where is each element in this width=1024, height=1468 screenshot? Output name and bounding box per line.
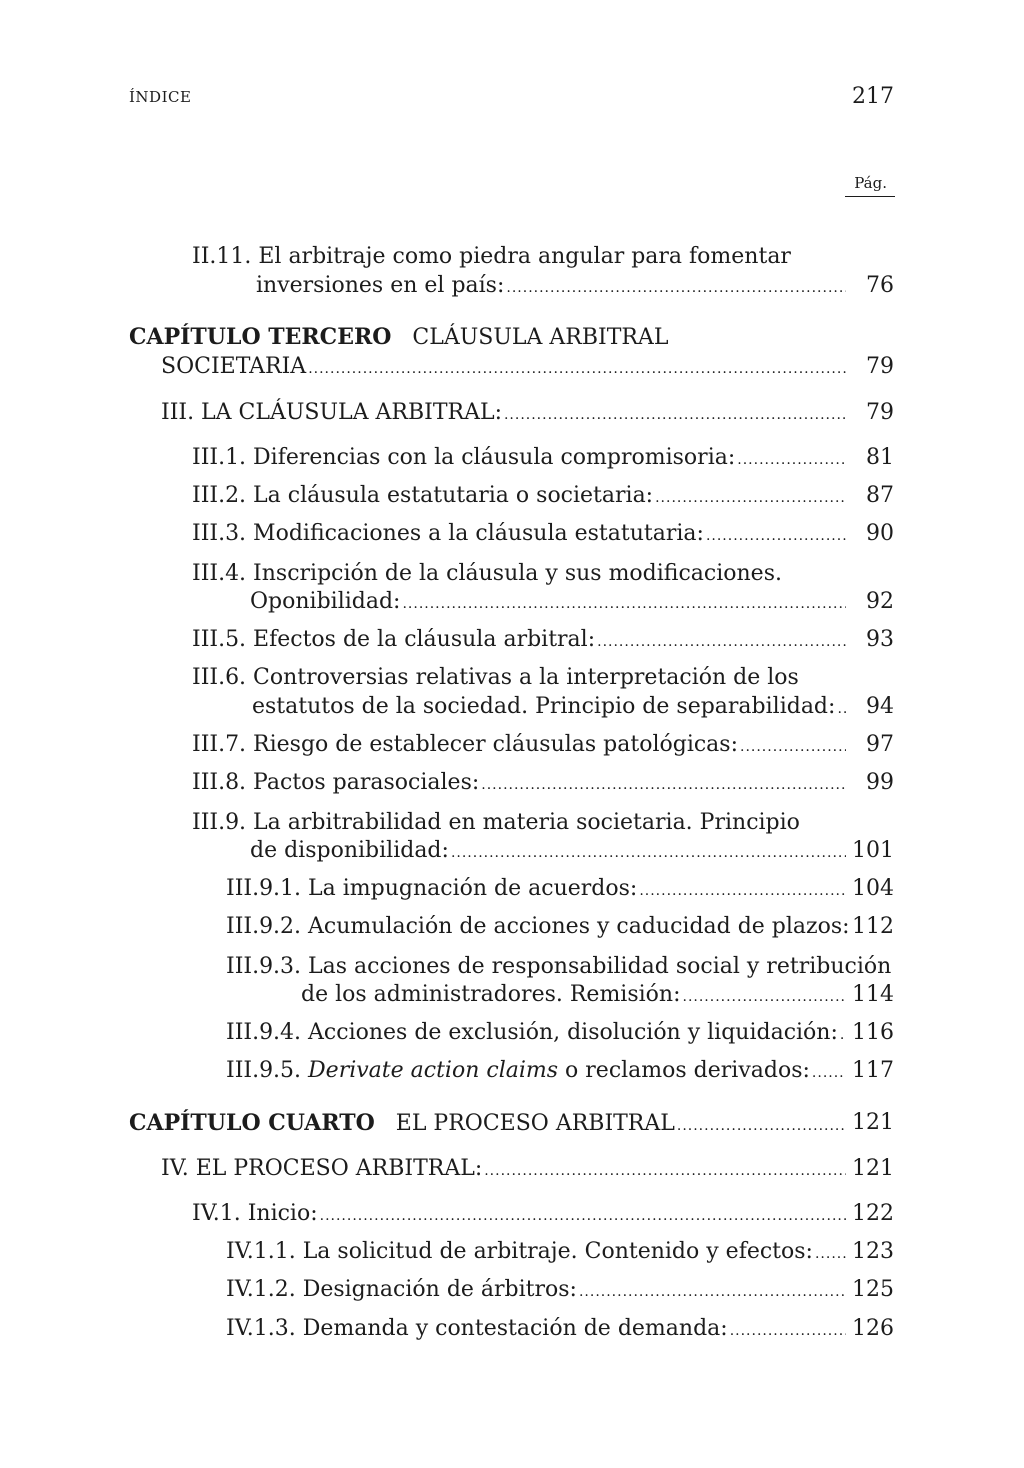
chapter-title: EL PROCESO ARBITRAL: [395, 1111, 675, 1136]
toc-entry-continuation: Oponibilidad: .....: [250, 587, 846, 619]
toc-page-number: 126: [852, 1316, 894, 1341]
dot-leader: [400, 589, 846, 619]
toc-page-number: 121: [852, 1156, 894, 1181]
dot-leader: [449, 838, 846, 868]
chapter-label: CAPÍTULO CUARTO: [129, 1110, 375, 1136]
dot-leader: [813, 1239, 846, 1269]
dot-leader: [502, 400, 846, 430]
toc-page-number: 101: [852, 838, 894, 863]
toc-entry-title: III.5. Efectos de la cláusula arbitral: .....: [192, 625, 846, 657]
toc-page-number: 114: [852, 982, 894, 1007]
toc-entry-title: III.8. Pactos parasociales: .....: [192, 768, 846, 800]
dot-leader: [637, 876, 846, 906]
toc-page-number: 81: [866, 445, 894, 470]
toc-entry-title: IV.1. Inicio: .....: [192, 1199, 846, 1231]
toc-entry-title: III.7. Riesgo de establecer cláusulas patológicas: .....: [192, 730, 846, 762]
toc-entry-title: IV. EL PROCESO ARBITRAL: .....: [161, 1154, 846, 1186]
dot-leader: [810, 1058, 846, 1088]
toc-entry-title: III.1. Diferencias con la cláusula compromisoria: .....: [192, 443, 846, 475]
dot-leader: [704, 521, 846, 551]
toc-page-number: 87: [866, 483, 894, 508]
toc-entry-title: IV.1.1. La solicitud de arbitraje. Contenido y efectos: .....: [226, 1237, 846, 1269]
toc-entry-title: III.9.4. Acciones de exclusión, disolución y liquidación: .....: [226, 1018, 846, 1050]
dot-leader: [735, 445, 846, 475]
dot-leader: [504, 273, 846, 303]
toc-entry-continuation: de los administradores. Remisión: .....: [301, 980, 846, 1012]
chapter-title: CLÁUSULA ARBITRAL: [412, 325, 669, 350]
toc-page-number: 125: [852, 1277, 894, 1302]
page-column-rule: [845, 196, 895, 197]
toc-entry-continuation: de disponibilidad: .....: [250, 836, 846, 868]
toc-entry-title: III.9.5. Derivate action claims o reclamos derivados: .....: [226, 1056, 846, 1088]
toc-page-number: 79: [866, 400, 894, 425]
dot-leader: [318, 1201, 846, 1231]
dot-leader: [595, 627, 846, 657]
toc-entry-title: III.9.3. Las acciones de responsabilidad social y retribución: [226, 954, 892, 979]
dot-leader: [306, 354, 846, 384]
toc-page-number: 123: [852, 1239, 894, 1264]
toc-entry-title: III.3. Modificaciones a la cláusula estatutaria: .....: [192, 519, 846, 551]
toc-entry-title: III. LA CLÁUSULA ARBITRAL: .....: [161, 398, 846, 430]
toc-page-number: 116: [852, 1020, 894, 1045]
dot-leader: [482, 1156, 846, 1186]
toc-page-number: 121: [852, 1110, 894, 1135]
dot-leader: [675, 1111, 846, 1141]
toc-page-number: 122: [852, 1201, 894, 1226]
running-header-page-number: 217: [852, 84, 894, 109]
toc-entry-title: II.11. El arbitraje como piedra angular para fomentar: [192, 244, 791, 269]
toc-page-number: 94: [866, 694, 894, 719]
dot-leader: [577, 1277, 846, 1307]
dot-leader: [738, 732, 846, 762]
toc-page-number: 117: [852, 1058, 894, 1083]
toc-entry-title: III.2. La cláusula estatutaria o societaria: .....: [192, 481, 846, 513]
toc-page-number: 79: [866, 354, 894, 379]
toc-page-number: 97: [866, 732, 894, 757]
dot-leader: [728, 1316, 846, 1346]
toc-page-number: 104: [852, 876, 894, 901]
chapter-label: CAPÍTULO TERCERO: [129, 324, 392, 350]
dot-leader: [681, 982, 847, 1012]
toc-entry-continuation: estatutos de la sociedad. Principio de separabilidad: .....: [252, 692, 846, 724]
toc-entry-title: IV.1.3. Demanda y contestación de demanda: .....: [226, 1314, 846, 1346]
toc-page-number: 76: [866, 273, 894, 298]
toc-entry-continuation: SOCIETARIA .....: [161, 352, 846, 384]
toc-entry-title: III.9.1. La impugnación de acuerdos: .....: [226, 874, 846, 906]
toc-page-number: 93: [866, 627, 894, 652]
toc-page-number: 92: [866, 589, 894, 614]
toc-entry-title: III.9. La arbitrabilidad en materia societaria. Principio: [192, 810, 800, 835]
toc-entry-title: IV.1.2. Designación de árbitros: .....: [226, 1275, 846, 1307]
toc-entry-title: III.4. Inscripción de la cláusula y sus modificaciones.: [192, 561, 782, 586]
dot-leader: [479, 770, 846, 800]
toc-page-number: 112: [852, 914, 894, 939]
dot-leader: [653, 483, 846, 513]
toc-page-number: 99: [866, 770, 894, 795]
toc-chapter-heading: [129, 1108, 846, 1141]
toc-chapter-heading: [129, 322, 668, 353]
running-header-section: ÍNDICE: [129, 88, 192, 106]
toc-entry-title: III.6. Controversias relativas a la interpretación de los: [192, 665, 799, 690]
toc-page-number: 90: [866, 521, 894, 546]
page-column-label: Pág.: [854, 174, 887, 192]
toc-entry-title: III.9.2. Acumulación de acciones y caducidad de plazos: .....: [226, 912, 846, 944]
toc-entry-continuation: inversiones en el país: .....: [256, 271, 846, 303]
